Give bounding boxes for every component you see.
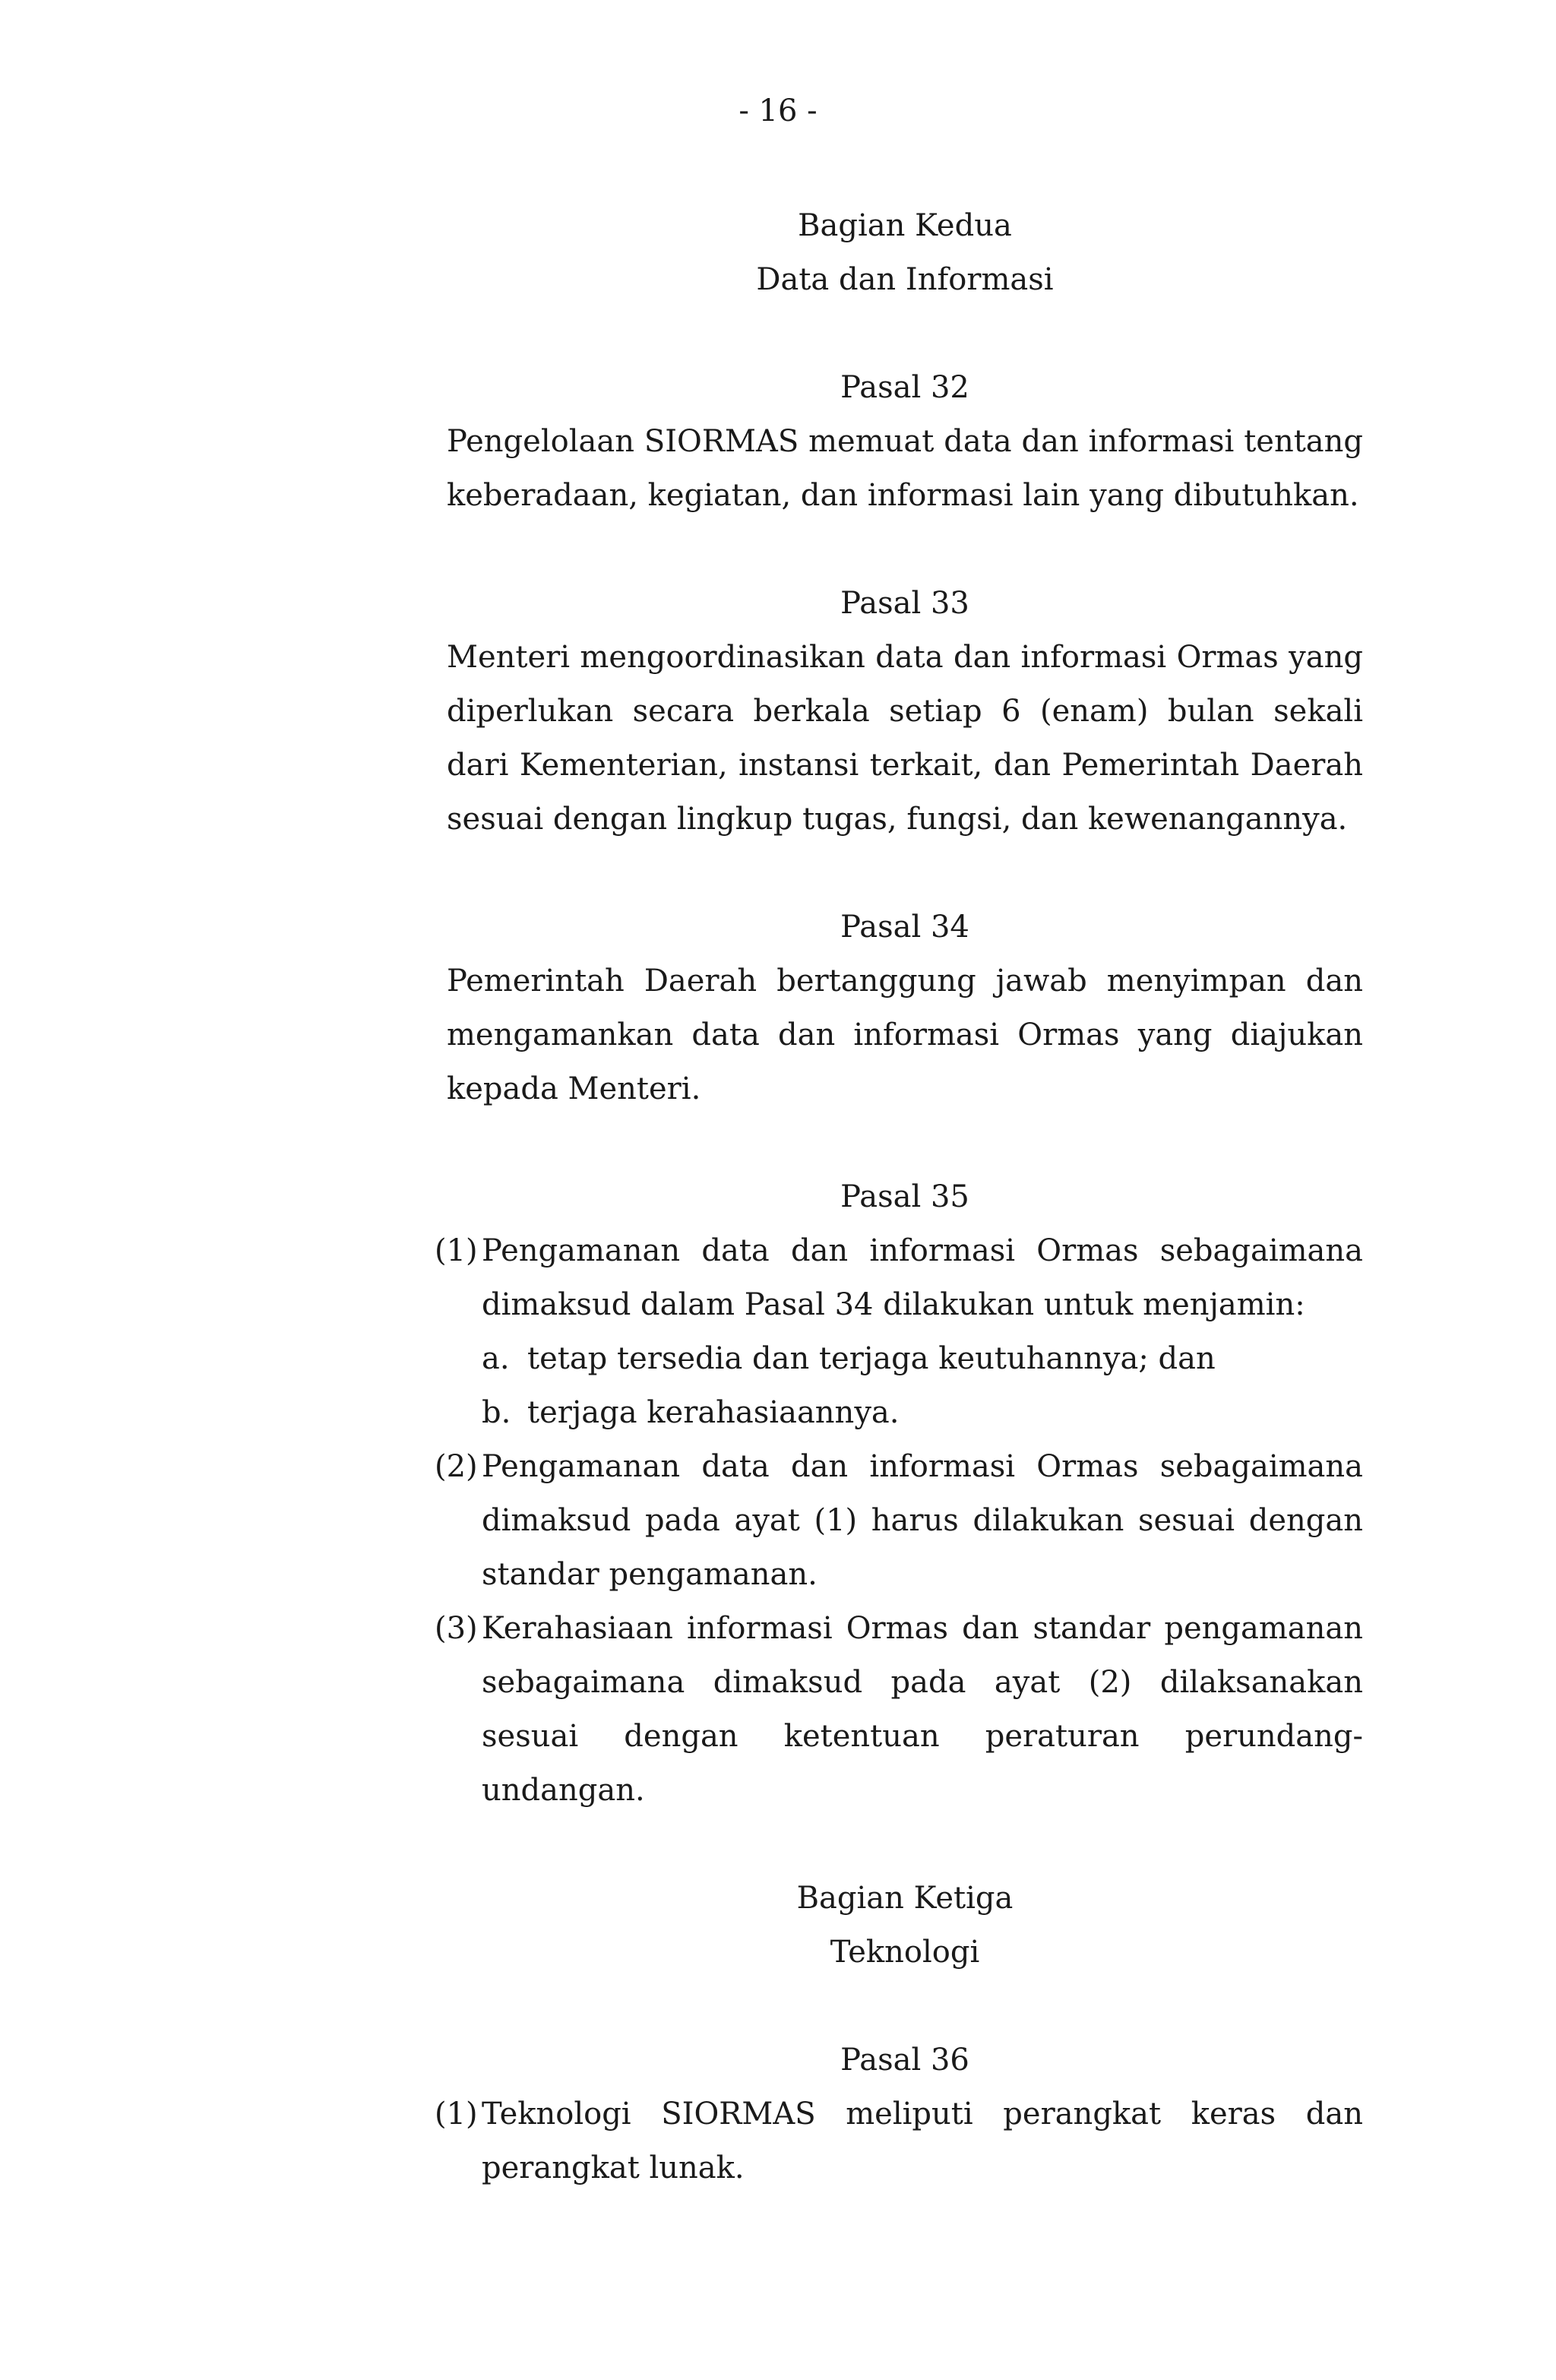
- item-number: (1): [435, 2097, 478, 2132]
- sub-list-item: [482, 1332, 1363, 1386]
- list-item: [435, 2087, 1363, 2195]
- document-body: [435, 199, 1363, 2195]
- page-number: - 16 -: [738, 93, 818, 128]
- sub-item-text: terjaga kerahasiaannya.: [527, 1395, 900, 1430]
- article-text: Pemerintah Daerah bertanggung jawab menyimpan dan mengamankan data dan informasi Ormas yang diajukan kepada Menteri.: [447, 964, 1363, 1106]
- article-title: Pasal 36: [840, 2043, 969, 2078]
- article-title: Pasal 32: [840, 370, 969, 405]
- list-item: [435, 1224, 1363, 1332]
- item-text: Pengamanan data dan informasi Ormas sebagaimana dimaksud pada ayat (1) harus dilakukan sesuai dengan standar pengamanan.: [482, 1449, 1363, 1592]
- article-title: Pasal 34: [840, 910, 969, 945]
- item-text: Pengamanan data dan informasi Ormas sebagaimana dimaksud dalam Pasal 34 dilakukan untuk menjamin:: [482, 1233, 1363, 1322]
- article-text: Menteri mengoordinasikan data dan informasi Ormas yang diperlukan secara berkala setiap 6 (enam) bulan sekali dari Kementerian, instansi terkait, dan Pemerintah Daerah sesuai dengan lingkup tugas, fungsi, dan kewenangannya.: [447, 640, 1363, 837]
- sub-item-letter: a.: [482, 1341, 510, 1376]
- list-item: [435, 1602, 1363, 1818]
- item-number: (3): [435, 1611, 478, 1646]
- item-text: Teknologi SIORMAS meliputi perangkat keras dan perangkat lunak.: [482, 2097, 1363, 2185]
- list-item: [435, 1440, 1363, 1602]
- section-subheading: Teknologi: [830, 1935, 980, 1970]
- sub-item-letter: b.: [482, 1395, 511, 1430]
- item-number: (2): [435, 1449, 478, 1484]
- section-subheading: Data dan Informasi: [756, 262, 1054, 297]
- article-title: Pasal 33: [840, 586, 969, 621]
- section-heading: Bagian Kedua: [798, 208, 1012, 243]
- sub-list-item: [482, 1386, 1363, 1440]
- section-heading: Bagian Ketiga: [796, 1881, 1014, 1916]
- item-number: (1): [435, 1233, 478, 1268]
- article-title: Pasal 35: [840, 1179, 969, 1214]
- sub-item-text: tetap tersedia dan terjaga keutuhannya; dan: [527, 1341, 1216, 1376]
- item-text: Kerahasiaan informasi Ormas dan standar pengamanan sebagaimana dimaksud pada ayat (2) dilaksanakan sesuai dengan ketentuan peraturan perundang-undangan.: [482, 1611, 1363, 1808]
- article-text: Pengelolaan SIORMAS memuat data dan informasi tentang keberadaan, kegiatan, dan informasi lain yang dibutuhkan.: [447, 424, 1363, 513]
